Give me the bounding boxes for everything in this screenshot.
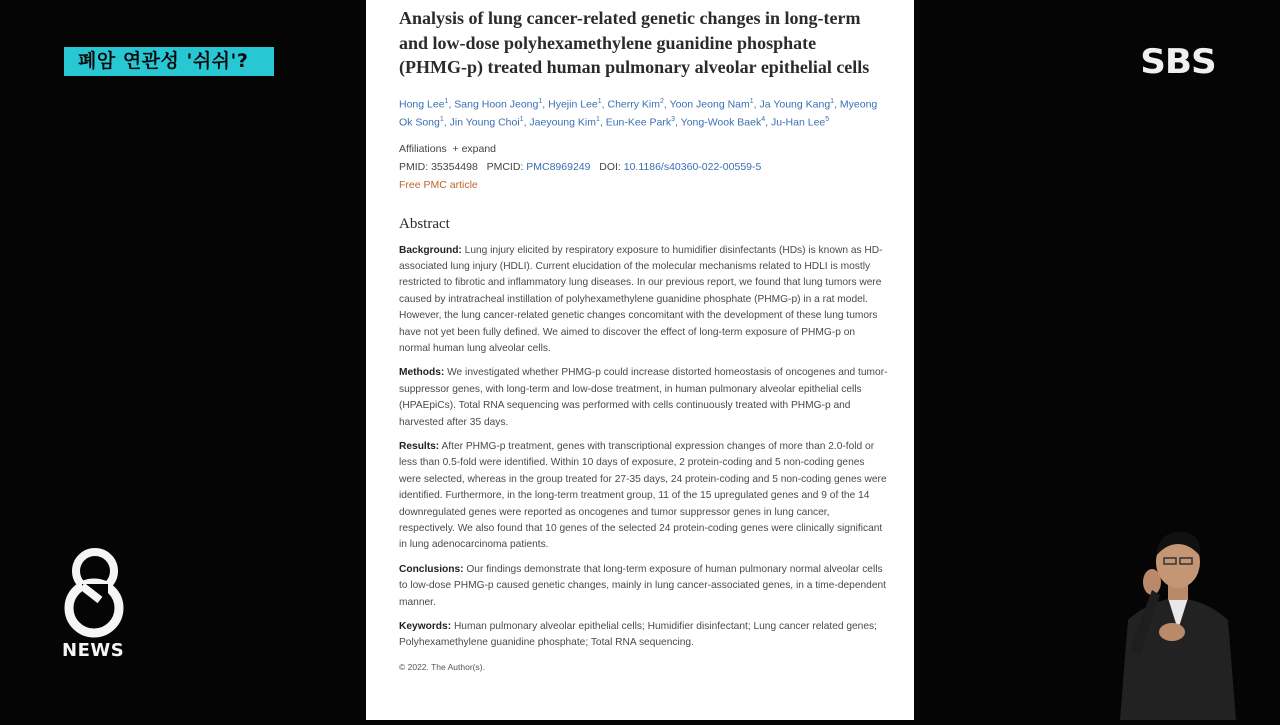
author-affiliation-number: 1 — [749, 97, 754, 105]
author-affiliation-number: 1 — [519, 116, 524, 123]
abstract-section-text: Our findings demonstrate that long-term exposure of human pulmonary normal alveolar cells to low-dose PHMG-p caused genetic changes, mainly in lung cancer-associated genes, in a time-dependent manner. — [399, 563, 887, 608]
author-link[interactable]: Ju-Han Lee — [770, 116, 826, 129]
pmcid-label: PMCID: — [486, 160, 524, 173]
author-affiliation-number: 1 — [538, 97, 543, 105]
pmid-label: PMID: — [399, 160, 429, 173]
author-affiliation-number: 1 — [595, 116, 600, 123]
author-link[interactable]: Myeong Ok Song — [399, 98, 878, 129]
author-link[interactable]: Sang Hoon Jeong — [454, 98, 539, 110]
author-affiliation-number: 5 — [825, 116, 830, 123]
author-link[interactable]: Yong-Wook Baek — [680, 116, 762, 129]
article-title: Analysis of lung cancer-related genetic changes in long-term and low-dose polyhexamethylene guanidine phosphate (PHMG-p) treated human pulmonary alveolar epithelial cells — [399, 8, 870, 77]
interpreter-figure-icon — [1110, 520, 1245, 720]
author-link[interactable]: Ja Young Kang — [759, 98, 831, 110]
abstract-section — [399, 243, 888, 358]
author-link[interactable]: Hong Lee — [399, 98, 445, 110]
author-link[interactable]: Jin Young Choi — [449, 116, 520, 129]
author-link[interactable]: Yoon Jeong Nam — [669, 98, 750, 110]
abstract-section-label: Background: — [399, 244, 462, 256]
abstract-section — [399, 562, 888, 611]
pmid-value: 35354498 — [431, 160, 478, 173]
abstract-body — [399, 243, 888, 652]
news-logo-label: NEWS — [62, 640, 125, 661]
author-link[interactable]: Jaeyoung Kim — [529, 116, 596, 129]
author-affiliation-number: 1 — [444, 97, 449, 105]
author-affiliation-number: 2 — [660, 97, 664, 105]
abstract-section — [399, 365, 888, 431]
affiliations-label: Affiliations — [399, 142, 447, 155]
abstract-section-text: After PHMG-p treatment, genes with transcriptional expression changes of more than 2.0-fold or less than 0.5-fold were identified. Within 10 days of exposure, 2 protein-coding and 5 non-coding genes were selected, whereas in the group treated for 27-35 days, 24 protein-coding and 5 non-coding genes were identified. Furthermore, in the long-term treatment group, 11 of the 15 upregulated genes and 9 of the 14 downregulated genes were reported as oncogenes and tumor suppressor genes in lung cancer, respectively. We also found that 10 genes of the selected 24 protein-coding genes were clinically significant in lung adenocarcinoma patients. — [399, 440, 887, 551]
article-document — [366, 0, 914, 720]
free-pmc-article-link[interactable]: Free PMC article — [399, 178, 478, 191]
author-affiliation-number: 4 — [761, 116, 766, 123]
abstract-section — [399, 439, 888, 554]
author-list: Hong Lee$^1$, Sang Hoon Jeong$^1$, Hyejin Lee$^1$, Cherry Kim$^2$, Yoon Jeong Nam$^1$, Ja Young Kang$^1$, Myeong Ok Song$^1$, Jin Young Choi$^1$, Jaeyoung Kim$^1$, Eun-Kee Park$^3$, Yong-Wook Baek$^4$, Ju-Han Lee$^5$ — [399, 97, 878, 129]
author-affiliation-number: 1 — [439, 116, 444, 123]
author-affiliation-number: 3 — [671, 116, 675, 123]
doi-link[interactable]: 10.1186/s40360-022-00559-5 — [623, 160, 762, 173]
abstract-section-label: Methods: — [399, 367, 445, 379]
copyright-notice: © 2022. The Author(s). — [399, 661, 485, 672]
abstract-section-text: Human pulmonary alveolar epithelial cells; Humidifier disinfectant; Lung cancer related genes; Polyhexamethylene guanidine phosphate; Total RNA sequencing. — [399, 621, 877, 649]
abstract-section-text: Lung injury elicited by respiratory exposure to humidifier disinfectants (HDs) is known as HD-associated lung injury (HDLI). Current elucidation of the molecular mechanisms related to HDLI is mostly restricted to fibrotic and inflammatory lung diseases. In our previous report, we found that lung tumors were caused by intratracheal instillation of polyhexamethylene guanidine phosphate (PHMG-p) in a rat model. However, the lung cancer-related genetic changes concomitant with the development of these lung tumors have not yet been fully defined. We aimed to discover the effect of long-term exposure of PHMG-p on normal human lung alveolar cells. — [399, 244, 883, 354]
abstract-section — [399, 619, 888, 652]
abstract-section-label: Conclusions: — [399, 563, 464, 575]
abstract-section-label: Results: — [399, 440, 440, 452]
author-affiliation-number: 1 — [830, 97, 835, 105]
pmcid-link[interactable]: PMC8969249 — [526, 160, 591, 173]
sbs-logo: SBS — [1140, 42, 1216, 82]
expand-affiliations-link[interactable]: + expand — [452, 142, 497, 155]
news-caption: 폐암 연관성 '쉬쉬'? — [64, 47, 274, 76]
article-meta — [399, 140, 888, 194]
number-8-logo-icon — [60, 544, 130, 639]
abstract-section-text: We investigated whether PHMG-p could increase distorted homeostasis of oncogenes and tumor-suppressor genes, with long-term and low-dose treatment, in human pulmonary alveolar epithelial cells (HPAEpiCs). Total RNA sequencing was performed with cells continuously treated with PHMG-p and harvested after 35 days. — [399, 367, 888, 428]
abstract-heading: Abstract — [399, 215, 450, 232]
author-link[interactable]: Eun-Kee Park — [605, 116, 672, 129]
doi-label: DOI: — [599, 160, 621, 173]
author-link[interactable]: Cherry Kim — [607, 98, 661, 110]
author-link[interactable]: Hyejin Lee — [548, 98, 598, 110]
sign-language-interpreter — [1110, 520, 1245, 720]
author-affiliation-number: 1 — [597, 97, 602, 105]
abstract-section-label: Keywords: — [399, 621, 452, 633]
